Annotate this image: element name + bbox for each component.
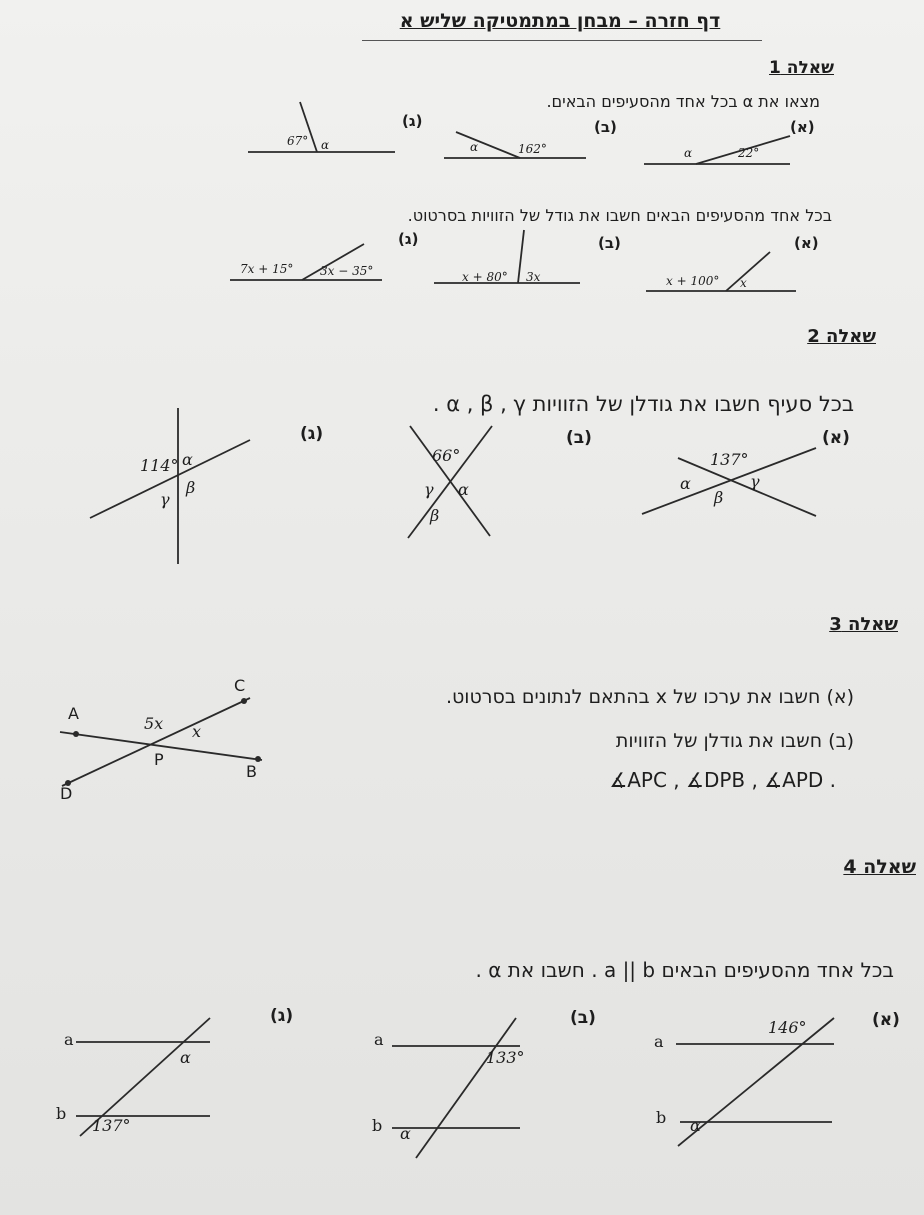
q3-point-b: B <box>246 762 257 781</box>
q4-c-line-b: b <box>56 1104 67 1123</box>
q1-row2-diagram-a <box>644 250 799 295</box>
q2-label-c: (ג) <box>300 424 324 444</box>
q2-b-alpha: α <box>458 480 469 499</box>
q3-heading: שאלה 3 <box>829 614 898 635</box>
q3-part-a: (א) חשבו את ערכו של x בהתאם לנתונים בסרטוט. <box>445 686 854 708</box>
q1-row1-a-alpha: α <box>684 146 693 160</box>
q1-row2-a-left: x + 100° <box>666 274 720 288</box>
q1-row1-b-alpha: α <box>470 140 479 154</box>
q2-c-alpha: α <box>182 450 193 469</box>
q4-b-line-a: a <box>374 1030 384 1049</box>
q2-c-gamma: γ <box>160 490 170 509</box>
q1-heading: שאלה 1 <box>769 58 834 78</box>
q3-point-p: P <box>154 750 164 769</box>
q1-row1-label-c: (ג) <box>402 112 423 130</box>
q3-point-a: A <box>68 704 79 723</box>
q4-c-angle: 137° <box>92 1116 131 1135</box>
q4-c-line-a: a <box>64 1030 74 1049</box>
q4-a-line-a: a <box>654 1032 664 1051</box>
q1-row2-label-b: (ב) <box>598 234 621 252</box>
q2-b-gamma: γ <box>424 480 434 499</box>
q1-row2-c-right: 3x − 35° <box>320 264 374 278</box>
q1-row1-a-value: 22° <box>738 146 760 160</box>
q2-a-beta: β <box>714 488 724 507</box>
q3-angle-right: x <box>192 722 202 741</box>
q1-row2-label-c: (ג) <box>398 230 419 248</box>
q1-row1-label-b: (ב) <box>594 118 617 136</box>
q3-diagram <box>56 690 270 800</box>
q4-heading: שאלה 4 <box>843 856 916 878</box>
q4-label-c: (ג) <box>270 1006 294 1026</box>
q2-diagram-c <box>86 404 256 568</box>
q1-row2-b-left: x + 80° <box>462 270 508 284</box>
q4-label-b: (ב) <box>570 1008 596 1028</box>
q3-angle-left: 5x <box>144 714 164 733</box>
q2-label-b: (ב) <box>566 428 592 448</box>
q1-row2-label-a: (א) <box>794 234 819 252</box>
q1-row1-diagram-b <box>440 126 590 166</box>
q1-row1-label-a: (א) <box>790 118 815 136</box>
q2-a-alpha: α <box>680 474 691 493</box>
q2-label-a: (א) <box>822 428 850 448</box>
q4-diagram-a <box>660 1010 838 1150</box>
q3-part-b: (ב) חשבו את גודלן של הזוויות <box>615 730 854 752</box>
title-rule <box>362 40 762 41</box>
q2-c-angle: 114° <box>140 456 179 475</box>
q2-instruction: בכל סעיף חשבו את גודלן של הזוויות α , β , γ . <box>432 392 854 416</box>
q4-a-line-b: b <box>656 1108 667 1127</box>
q1-instruction-a: מצאו את α בכל אחד מהסעיפים הבאים. <box>546 92 820 111</box>
q3-point-c: C <box>234 676 246 695</box>
q4-label-a: (א) <box>872 1010 900 1030</box>
q3-point-d: D <box>60 784 73 803</box>
q2-b-angle: 66° <box>432 446 461 465</box>
q4-b-line-b: b <box>372 1116 383 1135</box>
q1-row1-diagram-a <box>640 130 800 170</box>
q1-row2-b-right: 3x <box>526 270 541 284</box>
q3-part-b-angles: ∡APC , ∡DPB , ∡APD . <box>609 768 836 792</box>
q2-b-beta: β <box>430 506 440 525</box>
q2-diagram-b <box>400 420 500 540</box>
q1-row2-a-right: x <box>740 276 747 290</box>
page-title: דף חזרה – מבחן במתמטיקה שליש א <box>399 10 721 32</box>
q4-b-angle: 133° <box>486 1048 525 1067</box>
q4-instruction: בכל אחד מהסעיפים הבאים a || b . חשבו את α . <box>475 958 894 982</box>
q1-row1-c-value: 67° <box>287 134 309 148</box>
q4-c-alpha: α <box>180 1048 191 1067</box>
q4-a-alpha: α <box>690 1116 701 1135</box>
q1-row1-b-value: 162° <box>518 142 547 156</box>
q2-heading: שאלה 2 <box>807 326 876 347</box>
q2-c-beta: β <box>186 478 196 497</box>
q1-instruction-b: בכל אחד מהסעיפים הבאים חשבו את גודל של הזוויות בסרטוט. <box>407 206 832 225</box>
q4-a-angle: 146° <box>768 1018 807 1037</box>
q4-b-alpha: α <box>400 1124 411 1143</box>
q1-row1-c-alpha: α <box>321 138 330 152</box>
q2-a-gamma: γ <box>750 472 760 491</box>
q1-row2-c-left: 7x + 15° <box>240 262 294 276</box>
q2-a-angle: 137° <box>710 450 749 469</box>
